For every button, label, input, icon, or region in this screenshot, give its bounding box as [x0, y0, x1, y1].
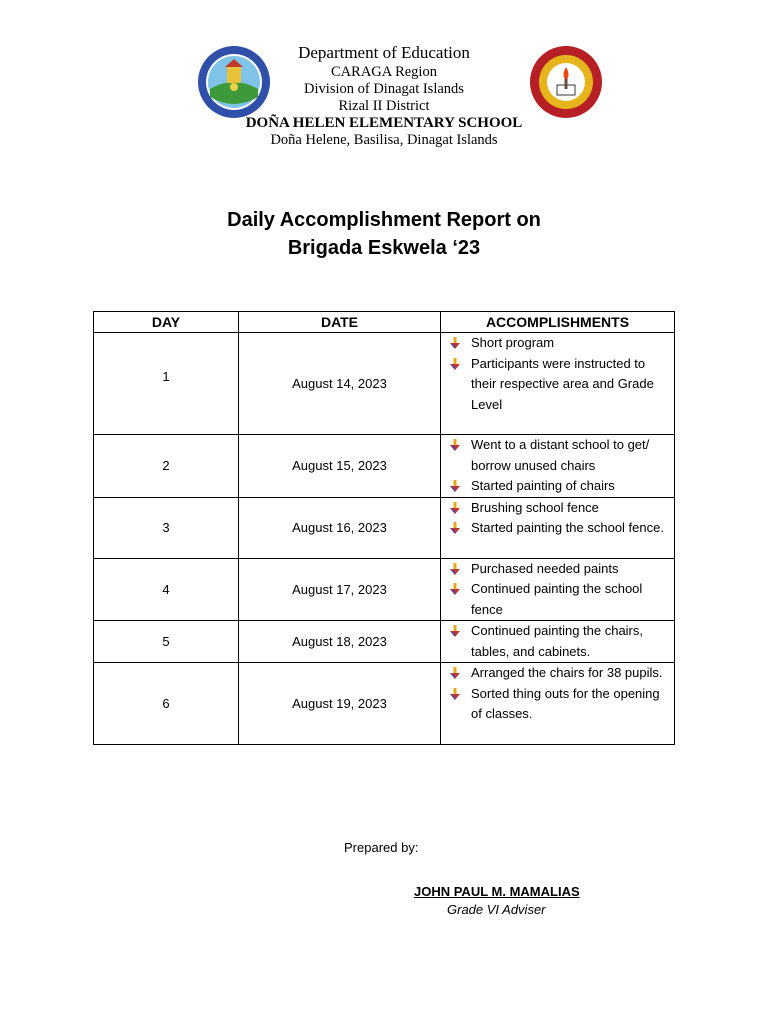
prepared-by-label: Prepared by: — [344, 840, 419, 855]
accomplishment-text: Went to a distant school to get/ borrow unused chairs — [471, 437, 650, 473]
arrow-bullet-icon — [449, 439, 461, 451]
column-header-accomplishments: ACCOMPLISHMENTS — [441, 312, 675, 333]
division-name: Division of Dinagat Islands — [304, 81, 464, 97]
list-item — [471, 354, 674, 416]
table-row — [94, 663, 675, 745]
table-row — [94, 435, 675, 498]
accomplishment-text: Participants were instructed to their respective area and Grade Level — [471, 355, 654, 412]
arrow-bullet-icon — [449, 688, 461, 700]
date-cell: August 19, 2023 — [239, 663, 441, 745]
date-cell: August 16, 2023 — [239, 497, 441, 558]
accomplishment-text: Short program — [471, 335, 555, 350]
accomplishment-list — [441, 498, 674, 539]
day-cell: 1 — [94, 333, 239, 435]
list-item — [471, 579, 674, 620]
accomplishment-text: Started painting the school fence. — [471, 520, 664, 535]
arrow-bullet-icon — [449, 522, 461, 534]
accomplishments-cell — [441, 497, 675, 558]
day-cell: 5 — [94, 621, 239, 663]
day-cell: 4 — [94, 558, 239, 621]
accomplishments-cell — [441, 435, 675, 498]
arrow-bullet-icon — [449, 358, 461, 370]
school-name: DOÑA HELEN ELEMENTARY SCHOOL — [245, 115, 523, 131]
table-row — [94, 558, 675, 621]
column-header-day: DAY — [94, 312, 239, 333]
date-cell: August 17, 2023 — [239, 558, 441, 621]
accomplishment-list — [441, 621, 674, 662]
table-header-row — [94, 312, 675, 333]
column-header-date: DATE — [239, 312, 441, 333]
table-row — [94, 333, 675, 435]
arrow-bullet-icon — [449, 337, 461, 349]
school-address: Doña Helene, Basilisa, Dinagat Islands — [270, 132, 498, 148]
accomplishment-text: Started painting of chairs — [471, 478, 615, 493]
report-title-line-1: Daily Accomplishment Report on — [227, 209, 541, 231]
arrow-bullet-icon — [449, 625, 461, 637]
region-name: CARAGA Region — [331, 64, 437, 80]
arrow-bullet-icon — [449, 480, 461, 492]
list-item — [471, 476, 674, 497]
accomplishment-list — [441, 663, 674, 725]
accomplishments-cell — [441, 621, 675, 663]
signatory-position: Grade VI Adviser — [447, 902, 546, 917]
signatory-name: JOHN PAUL M. MAMALIAS — [414, 884, 580, 899]
accomplishment-text: Brushing school fence — [471, 499, 599, 515]
list-item — [471, 621, 674, 662]
accomplishment-text: Arranged the chairs for 38 pupils. — [471, 665, 663, 680]
date-cell: August 18, 2023 — [239, 621, 441, 663]
list-item — [471, 333, 674, 354]
arrow-bullet-icon — [449, 667, 461, 679]
arrow-bullet-icon — [449, 563, 461, 575]
date-cell: August 14, 2023 — [239, 333, 441, 435]
list-item — [471, 435, 674, 476]
date-cell: August 15, 2023 — [239, 435, 441, 498]
list-item — [471, 518, 674, 539]
day-cell: 2 — [94, 435, 239, 498]
report-title-line-2: Brigada Eskwela ‘23 — [287, 237, 481, 259]
table-row — [94, 621, 675, 663]
arrow-bullet-icon — [449, 502, 461, 514]
accomplishment-list — [441, 435, 674, 497]
letterhead — [0, 42, 768, 149]
report-title — [0, 206, 768, 262]
department-name: Department of Education — [298, 43, 470, 62]
list-item — [471, 498, 674, 519]
accomplishment-text: Continued painting the chairs, tables, and cabinets. — [471, 623, 644, 659]
day-cell: 3 — [94, 497, 239, 558]
list-item — [471, 663, 674, 684]
accomplishment-text: Purchased needed paints — [471, 560, 619, 576]
district-name: Rizal II District — [338, 98, 430, 114]
accomplishments-cell — [441, 663, 675, 745]
list-item — [471, 684, 674, 725]
accomplishment-text: Continued painting the school fence — [471, 581, 643, 617]
table-row — [94, 497, 675, 558]
accomplishment-text: Sorted thing outs for the opening of classes. — [471, 685, 660, 721]
arrow-bullet-icon — [449, 583, 461, 595]
accomplishments-cell — [441, 558, 675, 621]
accomplishments-cell — [441, 333, 675, 435]
day-cell: 6 — [94, 663, 239, 745]
accomplishment-table — [93, 311, 675, 745]
list-item — [471, 559, 674, 580]
accomplishment-list — [441, 559, 674, 621]
accomplishment-list — [441, 333, 674, 415]
